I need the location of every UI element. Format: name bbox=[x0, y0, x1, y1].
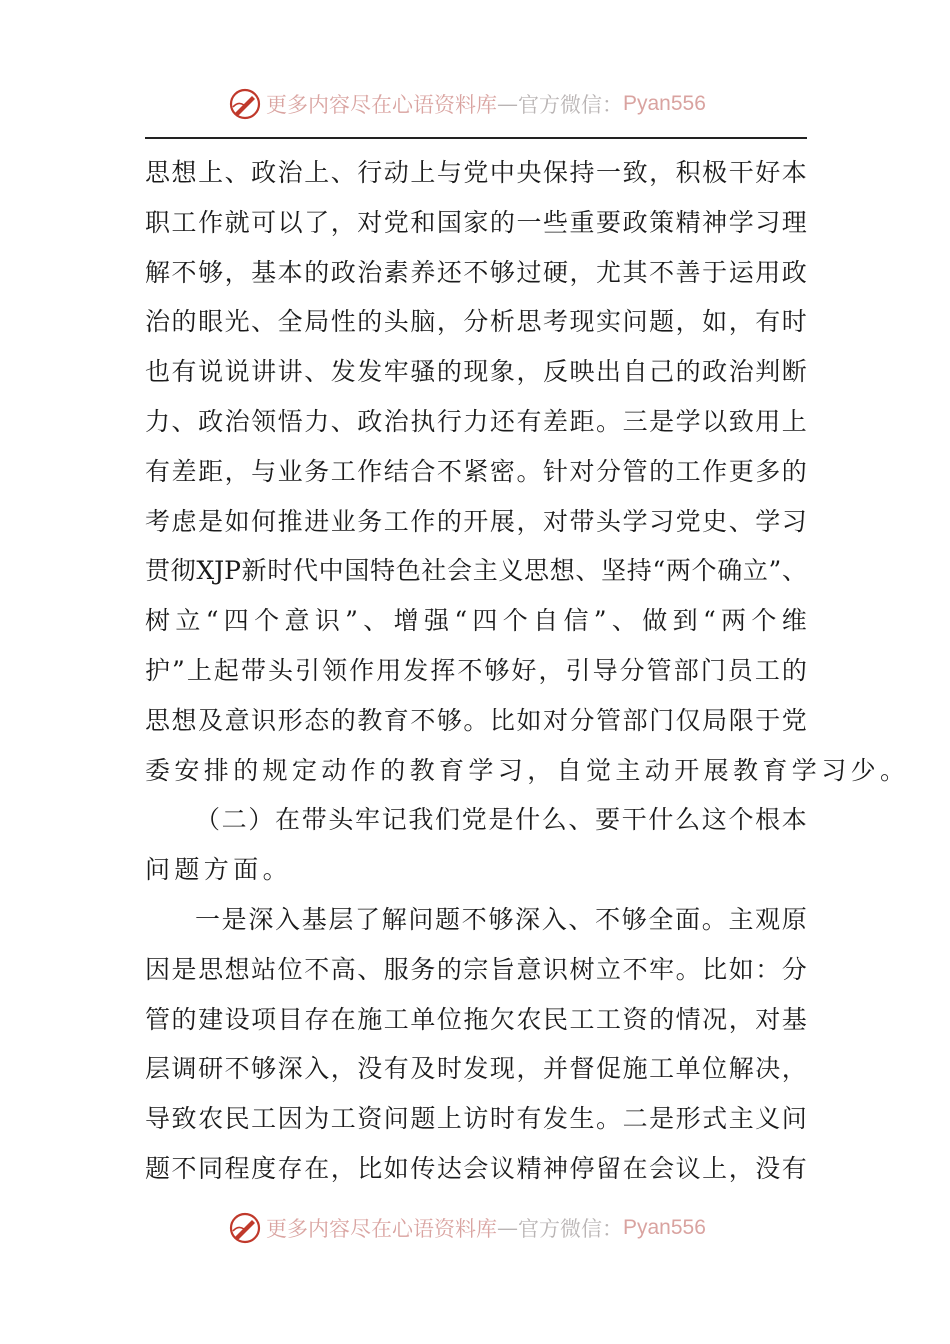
pen-circle-logo-icon bbox=[228, 87, 262, 121]
header-watermark bbox=[228, 84, 706, 124]
header-divider bbox=[145, 137, 807, 139]
text-line: 职 工 作 就 可 以 了 ， 对 党 和 国 家 的 一 些 重 要 政 策 精 神 学 习 理 bbox=[145, 207, 807, 237]
text-line: 一 是 深 入 基 层 了 解 问 题 不 够 深 入 、 不 够 全 面 。 主 观 原 bbox=[195, 904, 807, 934]
text-line: 治 的 眼 光 、 全 局 性 的 头 脑 ， 分 析 思 考 现 实 问 题 ， 如 ， 有 时 bbox=[145, 307, 807, 337]
text-line: 考 虑 是 如 何 推 进 业 务 工 作 的 开 展 ， 对 带 头 学 习 党 史 、 学 习 bbox=[145, 506, 807, 536]
text-line: 树 立 “ 四 个 意 识 ” 、 增 强 “ 四 个 自 信 ” 、 做 到 “ 两 个 维 bbox=[145, 606, 807, 636]
text-line: 解 不 够 ， 基 本 的 政 治 素 养 还 不 够 过 硬 ， 尤 其 不 善 于 运 用 政 bbox=[145, 257, 807, 287]
watermark-contact: 官方微信： bbox=[518, 93, 623, 117]
watermark-contact: 官方微信： bbox=[518, 1217, 623, 1241]
text-line: （ 二 ） 在 带 头 牢 记 我 们 党 是 什 么 、 要 干 什 么 这 个 根 本 bbox=[195, 805, 807, 835]
text-line: 题 不 同 程 度 存 在 ， 比 如 传 达 会 议 精 神 停 留 在 会 议 上 ， 没 有 bbox=[145, 1153, 807, 1183]
paragraph-continuation bbox=[145, 148, 910, 795]
text-line: 思 想 及 意 识 形 态 的 教 育 不 够 。 比 如 对 分 管 部 门 仅 局 限 于 党 bbox=[145, 705, 807, 735]
text-line: 有 差 距 ， 与 业 务 工 作 结 合 不 紧 密 。 针 对 分 管 的 工 作 更 多 的 bbox=[145, 456, 807, 486]
watermark-id: Pyan556 bbox=[623, 92, 706, 115]
text-line: 管 的 建 设 项 目 存 在 施 工 单 位 拖 欠 农 民 工 工 资 的 情 况 ， 对 基 bbox=[145, 1004, 807, 1034]
text-line: 导 致 农 民 工 因 为 工 资 问 题 上 访 时 有 发 生 。 二 是 形 式 主 义 问 bbox=[145, 1104, 807, 1134]
text-line: 委安排的规定动作的教育学习，自觉主动开展教育学习少。 bbox=[145, 755, 910, 785]
text-line: 力 、 政 治 领 悟 力 、 政 治 执 行 力 还 有 差 距 。 三 是 学 以 致 用 上 bbox=[145, 406, 807, 436]
watermark-id: Pyan556 bbox=[623, 1216, 706, 1239]
footer-watermark bbox=[228, 1208, 706, 1248]
watermark-text: 更多内容尽在心语资料库 bbox=[266, 1217, 497, 1241]
watermark-text: 更多内容尽在心语资料库 bbox=[266, 93, 497, 117]
pen-circle-logo-icon bbox=[228, 1211, 262, 1245]
text-line: 问题方面。 bbox=[145, 855, 293, 885]
document-body bbox=[145, 148, 910, 1194]
text-line: 也 有 说 说 讲 讲 、 发 发 牢 骚 的 现 象 ， 反 映 出 自 己 的 政 治 判 断 bbox=[145, 357, 807, 387]
watermark-dash: — bbox=[497, 92, 518, 116]
text-line: 思 想 上 、 政 治 上 、 行 动 上 与 党 中 央 保 持 一 致 ， 积 极 干 好 本 bbox=[145, 158, 807, 187]
text-line: 因 是 思 想 站 位 不 高 、 服 务 的 宗 旨 意 识 树 立 不 牢 。 比 如 ： 分 bbox=[145, 954, 807, 984]
text-line: 贯 彻 XJP 新 时 代 中 国 特 色 社 会 主 义 思 想 、 坚 持 “ 两 个 确 立 ” 、 bbox=[145, 556, 807, 586]
paragraph bbox=[145, 895, 807, 1194]
text-line: 层 调 研 不 够 深 入 ， 没 有 及 时 发 现 ， 并 督 促 施 工 单 位 解 决 ， bbox=[145, 1054, 807, 1084]
section-heading bbox=[145, 795, 807, 895]
text-line: 护 ” 上 起 带 头 引 领 作 用 发 挥 不 够 好 ， 引 导 分 管 部 门 员 工 的 bbox=[145, 655, 807, 685]
watermark-dash: — bbox=[497, 1216, 518, 1240]
